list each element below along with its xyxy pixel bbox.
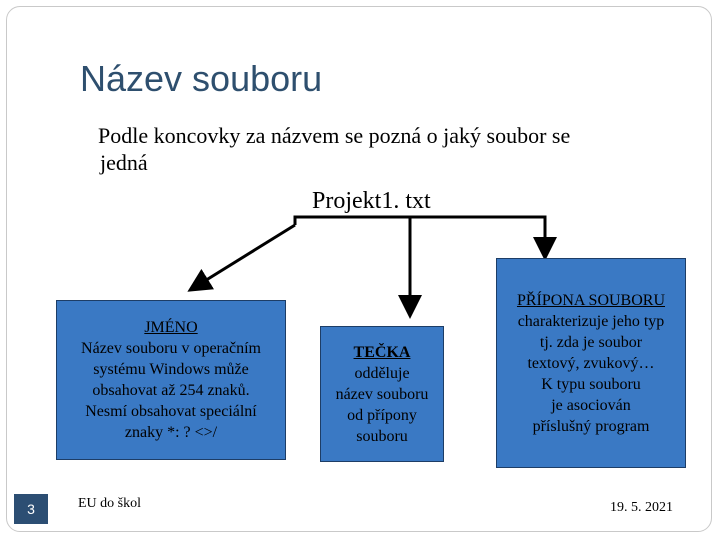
name-box-heading: JMÉNO (144, 319, 198, 336)
extension-box-line: příslušný program (532, 417, 650, 435)
name-box-line: obsahovat až 254 znaků. (92, 382, 250, 399)
footer-text: EU do škol (78, 496, 141, 511)
name-box-line: systému Windows může (93, 361, 249, 378)
slide-title: Název souboru (80, 58, 323, 99)
extension-box-line: K typu souboru (541, 375, 641, 393)
name-box-line: Nesmí obsahovat speciální (85, 403, 257, 420)
bullet-line-2: jedná (100, 150, 148, 175)
footer-date: 19. 5. 2021 (610, 500, 673, 515)
bullet-line-1: Podle koncovky za názvem se pozná o jaký soubor se (98, 123, 571, 148)
extension-box-line: textový, zvukový… (527, 354, 655, 372)
dot-box-line: souboru (356, 427, 408, 445)
name-box-line: Název souboru v operačním (81, 340, 261, 357)
filename-label: Projekt1. txt (312, 188, 431, 214)
dot-box (320, 326, 444, 462)
connector-line (295, 217, 545, 225)
dot-box-line: od přípony (347, 406, 417, 424)
dot-box-line: odděluje (354, 364, 410, 382)
extension-box-line: tj. zda je soubor (539, 333, 643, 351)
dot-box-heading: TEČKA (353, 343, 411, 361)
extension-box (496, 258, 686, 468)
page-number: 3 (14, 494, 48, 524)
dot-box-line: název souboru (335, 385, 429, 403)
extension-box-line: charakterizuje jeho typ (517, 312, 665, 330)
name-box-line: znaky *: ? <>/ (124, 424, 218, 441)
arrow-to-name (195, 225, 295, 287)
name-box (56, 300, 286, 460)
extension-box-heading: PŘÍPONA SOUBORU (516, 291, 666, 309)
extension-box-line: je asociován (551, 396, 631, 414)
